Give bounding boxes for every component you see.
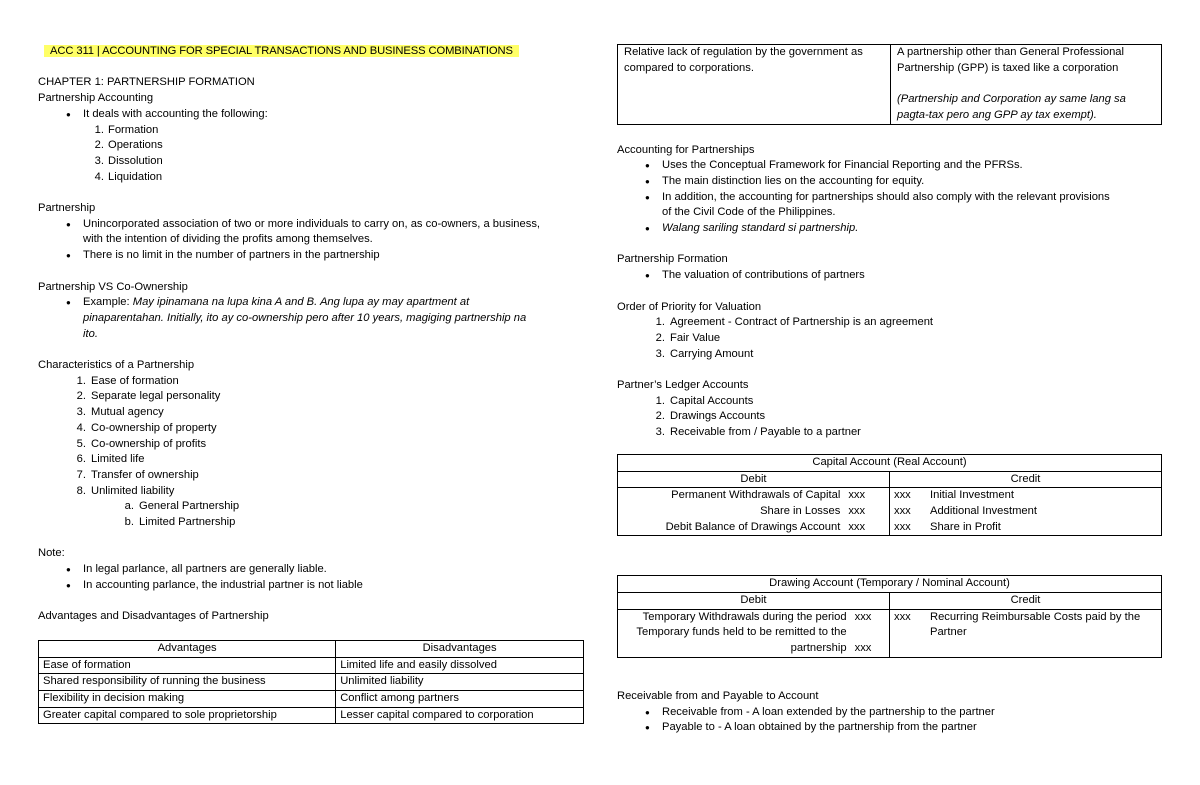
table-header: Debit (618, 471, 890, 488)
list-item: 3. Mutual agency (76, 406, 164, 419)
table-header: Credit (889, 593, 1161, 610)
note-heading: Note: (38, 547, 65, 560)
table-header: Debit (618, 593, 890, 610)
table-row: Relative lack of regulation by the government as compared to corporations. A partnership other than General Professional Partnership (GPP) is taxed like a corporation (Partnership and Corporation ay same lang sa pagta-tax pero ang GPP ay tax exempt). (618, 45, 1162, 125)
list-item: ● It deals with accounting the following: (38, 107, 584, 123)
table-row: Ease of formation Limited life and easily dissolved (39, 657, 584, 674)
list-item: ● In legal parlance, all partners are generally liable. (38, 562, 584, 578)
list-item: a. General Partnership (124, 500, 240, 513)
list-item: ● There is no limit in the number of partners in the partnership (38, 248, 584, 264)
list-item: 4. Liquidation (94, 170, 163, 183)
right-column (617, 44, 1162, 736)
drawing-account-table (617, 575, 1162, 658)
table-row: Temporary funds held to be remitted to the (618, 625, 1162, 641)
table-row: Flexibility in decision making Conflict among partners (39, 691, 584, 708)
list-item: ● The main distinction lies on the accounting for equity. (617, 174, 1162, 190)
list-item: ● The valuation of contributions of partners (617, 268, 1162, 284)
ledger-accounts-heading: Partner’s Ledger Accounts (617, 379, 749, 391)
table-row: Permanent Withdrawals of Capital xxx xxx Initial Investment (618, 488, 1162, 504)
order-of-priority-heading: Order of Priority for Valuation (617, 300, 762, 313)
list-item: ● In accounting parlance, the industrial partner is not liable (38, 578, 584, 594)
table-header: Credit (889, 471, 1161, 488)
table-header: Disadvantages (336, 640, 584, 657)
list-item: 2. Operations (94, 139, 163, 152)
receivable-payable-heading: Receivable from and Payable to Account (617, 689, 819, 702)
partnership-vs-coownership-heading: Partnership VS Co-Ownership (38, 280, 188, 293)
list-item: 1. Agreement - Contract of Partnership is an agreement (655, 316, 934, 329)
table-title: Capital Account (Real Account) (618, 454, 1162, 471)
list-item: ● Walang sariling standard si partnership. (617, 221, 1162, 237)
table-row: Shared responsibility of running the business Unlimited liability (39, 674, 584, 691)
list-item: ● Receivable from - A loan extended by the partnership to the partner (617, 705, 1162, 721)
characteristics-heading: Characteristics of a Partnership (38, 359, 195, 371)
list-item: ● Example: May ipinamana na lupa kina A and B. Ang lupa ay may apartment at pinaparentahan. Initially, ito ay co-ownership pero after 10 years, magiging partnership na ito. (38, 295, 584, 342)
list-item: 1. Ease of formation (76, 374, 179, 387)
list-item: 4. Co-ownership of property (76, 421, 217, 434)
table-row: Share in Losses xxx xxx Additional Investment (618, 504, 1162, 520)
chapter-heading: CHAPTER 1: PARTNERSHIP FORMATION (38, 76, 255, 89)
partnership-formation-heading: Partnership Formation (617, 253, 728, 266)
table-row: partnership xxx (618, 641, 1162, 657)
list-item: ● Uses the Conceptual Framework for Financial Reporting and the PFRSs. (617, 158, 1162, 174)
list-item: b. Limited Partnership (124, 516, 236, 529)
advantages-heading: Advantages and Disadvantages of Partnership (38, 610, 269, 623)
list-item: 1. Capital Accounts (655, 394, 754, 407)
list-item: 3. Dissolution (94, 154, 163, 167)
table-header: Advantages (39, 640, 336, 657)
table-title: Drawing Account (Temporary / Nominal Account) (618, 576, 1162, 593)
list-item: ● In addition, the accounting for partnerships should also comply with the relevant provisions of the Civil Code of the Philippines. (617, 190, 1162, 221)
advantages-table (38, 640, 584, 725)
list-item: 5. Co-ownership of profits (76, 437, 207, 450)
partnership-heading: Partnership (38, 202, 96, 214)
list-item: 6. Limited life (76, 453, 145, 466)
list-item: 2. Drawings Accounts (655, 410, 766, 423)
table-row: Greater capital compared to sole proprietorship Lesser capital compared to corporation (39, 707, 584, 724)
list-item: 2. Fair Value (655, 331, 721, 344)
document-title: ACC 311 | ACCOUNTING FOR SPECIAL TRANSACTIONS AND BUSINESS COMBINATIONS (44, 45, 519, 57)
list-item: 8. Unlimited liability (76, 484, 175, 497)
regulation-table (617, 44, 1162, 125)
list-item: ● Payable to - A loan obtained by the partnership from the partner (617, 720, 1162, 736)
accounting-for-partnerships-heading: Accounting for Partnerships (617, 143, 755, 156)
table-row: Debit Balance of Drawings Account xxx xxx Share in Profit (618, 520, 1162, 536)
list-item: 3. Carrying Amount (655, 347, 754, 360)
left-column (38, 44, 584, 724)
partnership-accounting-heading: Partnership Accounting (38, 92, 154, 105)
list-item: 3. Receivable from / Payable to a partner (655, 426, 861, 439)
list-item: ● Unincorporated association of two or more individuals to carry on, as co-owners, a business, with the intention of dividing the profits among themselves. (38, 217, 584, 248)
capital-account-table (617, 454, 1162, 537)
table-row: Temporary Withdrawals during the period xxx xxx Recurring Reimbursable Costs paid by the Partner (618, 609, 1162, 625)
list-item: 2. Separate legal personality (76, 390, 221, 403)
list-item: 7. Transfer of ownership (76, 468, 199, 481)
list-item: 1. Formation (94, 123, 159, 136)
